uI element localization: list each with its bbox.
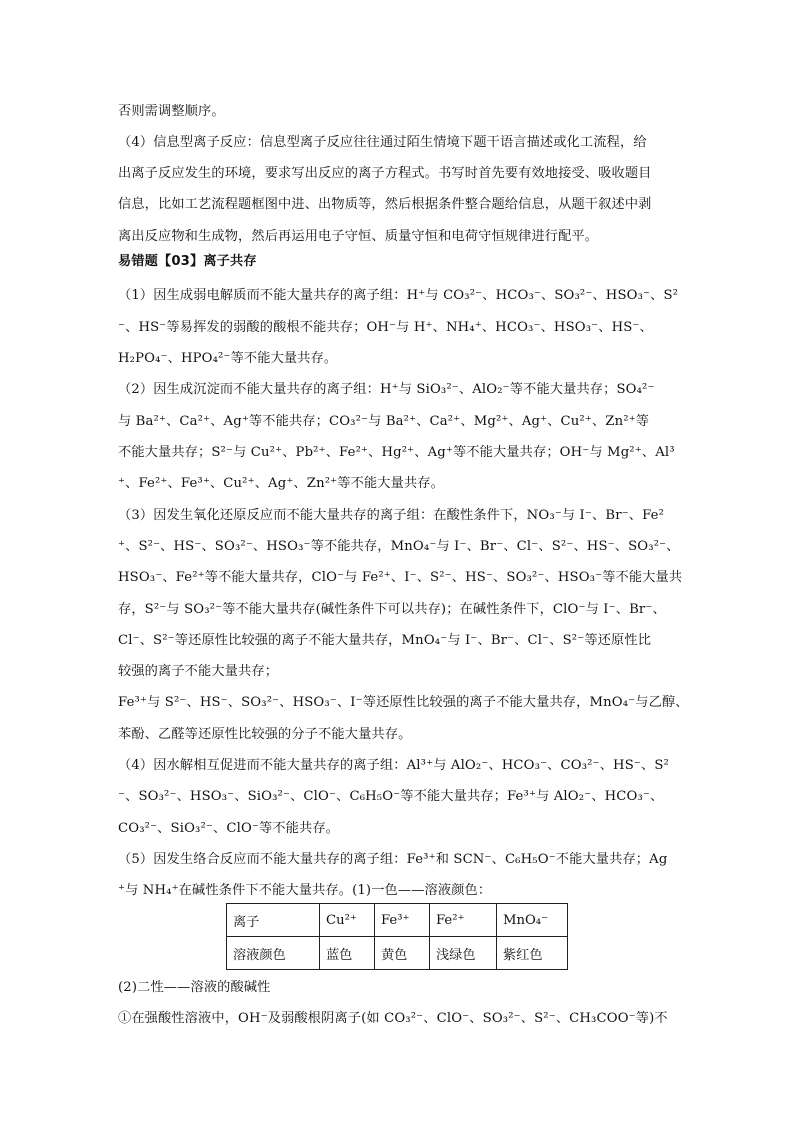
text-line: HSO₃⁻、Fe²⁺等不能大量共存，ClO⁻与 Fe²⁺、I⁻、S²⁻、HS⁻、SO₃²⁻、HSO₃⁻等不能大量共	[118, 570, 683, 585]
section-heading: 易错题【03】离子共存	[118, 254, 257, 269]
ion-color-table	[226, 903, 568, 970]
text-line: Cl⁻、S²⁻等还原性比较强的离子不能大量共存，MnO₄⁻与 I⁻、Br⁻、Cl⁻、S²⁻等还原性比	[118, 633, 652, 648]
text-line: 信息，比如工艺流程题框图中进、出物质等，然后根据条件整合题给信息，从题干叙述中剥	[118, 197, 652, 212]
text-line: （5）因发生络合反应而不能大量共存的离子组：Fe³⁺和 SCN⁻、C₆H₅O⁻不能大量共存；Ag	[118, 852, 668, 867]
text-line: （1）因生成弱电解质而不能大量共存的离子组：H⁺与 CO₃²⁻、HCO₃⁻、SO₃²⁻、HSO₃⁻、S²	[118, 288, 679, 303]
text-line: （4）信息型离子反应：信息型离子反应往往通过陌生情境下题干语言描述或化工流程，给	[118, 135, 647, 150]
text-line: 存，S²⁻与 SO₃²⁻等不能大量共存(碱性条件下可以共存)；在碱性条件下，ClO⁻与 I⁻、Br⁻、	[118, 602, 666, 617]
text-line: ⁻、HS⁻等易挥发的弱酸的酸根不能共存；OH⁻与 H⁺、NH₄⁺、HCO₃⁻、HSO₃⁻、HS⁻、	[118, 320, 653, 335]
text-line: CO₃²⁻、SiO₃²⁻、ClO⁻等不能共存。	[118, 821, 340, 836]
table-row	[227, 904, 568, 937]
text-line: (2)二性——溶液的酸碱性	[118, 980, 271, 995]
table-cell: 溶液颜色	[227, 937, 320, 970]
text-line: 较强的离子不能大量共存；	[118, 664, 279, 679]
text-line: 不能大量共存；S²⁻与 Cu²⁺、Pb²⁺、Fe²⁺、Hg²⁺、Ag⁺等不能大量共存；OH⁻与 Mg²⁺、Al³	[118, 445, 675, 460]
table-row	[227, 937, 568, 970]
table-cell: 离子	[227, 904, 320, 937]
table-cell: Fe³⁺	[375, 904, 430, 937]
text-line: ⁺与 NH₄⁺在碱性条件下不能大量共存。(1)一色——溶液颜色：	[118, 883, 492, 898]
text-line: （3）因发生氧化还原反应而不能大量共存的离子组：在酸性条件下，NO₃⁻与 I⁻、Br⁻、Fe²	[118, 508, 665, 523]
table-cell: 黄色	[375, 937, 430, 970]
table-cell: Cu²⁺	[320, 904, 375, 937]
text-line: 离出反应物和生成物，然后再运用电子守恒、质量守恒和电荷守恒规律进行配平。	[118, 229, 599, 244]
table-cell: MnO₄⁻	[497, 904, 568, 937]
text-line: 与 Ba²⁺、Ca²⁺、Ag⁺等不能共存；CO₃²⁻与 Ba²⁺、Ca²⁺、Mg²⁺、Ag⁺、Cu²⁺、Zn²⁺等	[118, 414, 650, 429]
table-cell: 浅绿色	[430, 937, 497, 970]
table-cell: 蓝色	[320, 937, 375, 970]
table-cell: Fe²⁺	[430, 904, 497, 937]
text-line: （2）因生成沉淀而不能大量共存的离子组：H⁺与 SiO₃²⁻、AlO₂⁻等不能大量共存；SO₄²⁻	[118, 382, 655, 397]
text-line: ⁻、SO₃²⁻、HSO₃⁻、SiO₃²⁻、ClO⁻、C₆H₅O⁻等不能大量共存；Fe³⁺与 AlO₂⁻、HCO₃⁻、	[118, 789, 664, 804]
text-line: ⁺、S²⁻、HS⁻、SO₃²⁻、HSO₃⁻等不能共存，MnO₄⁻与 I⁻、Br⁻、Cl⁻、S²⁻、HS⁻、SO₃²⁻、	[118, 539, 680, 554]
text-line: （4）因水解相互促进而不能大量共存的离子组：Al³⁺与 AlO₂⁻、HCO₃⁻、CO₃²⁻、HS⁻、S²	[118, 758, 669, 773]
text-line: 苯酚、乙醛等还原性比较强的分子不能大量共存。	[118, 727, 412, 742]
table-cell: 紫红色	[497, 937, 568, 970]
text-line: ⁺、Fe²⁺、Fe³⁺、Cu²⁺、Ag⁺、Zn²⁺等不能大量共存。	[118, 476, 444, 491]
text-line: H₂PO₄⁻、HPO₄²⁻等不能大量共存。	[118, 351, 338, 366]
text-line: 出离子反应发生的环境，要求写出反应的离子方程式。书写时首先要有效地接受、吸收题目	[118, 166, 652, 181]
text-line: 否则需调整顺序。	[118, 104, 225, 119]
text-line: ①在强酸性溶液中，OH⁻及弱酸根阴离子(如 CO₃²⁻、ClO⁻、SO₃²⁻、S²⁻、CH₃COO⁻等)不	[118, 1011, 668, 1026]
text-line: Fe³⁺与 S²⁻、HS⁻、SO₃²⁻、HSO₃⁻、I⁻等还原性比较强的离子不能大量共存，MnO₄⁻与乙醇、	[118, 695, 689, 710]
